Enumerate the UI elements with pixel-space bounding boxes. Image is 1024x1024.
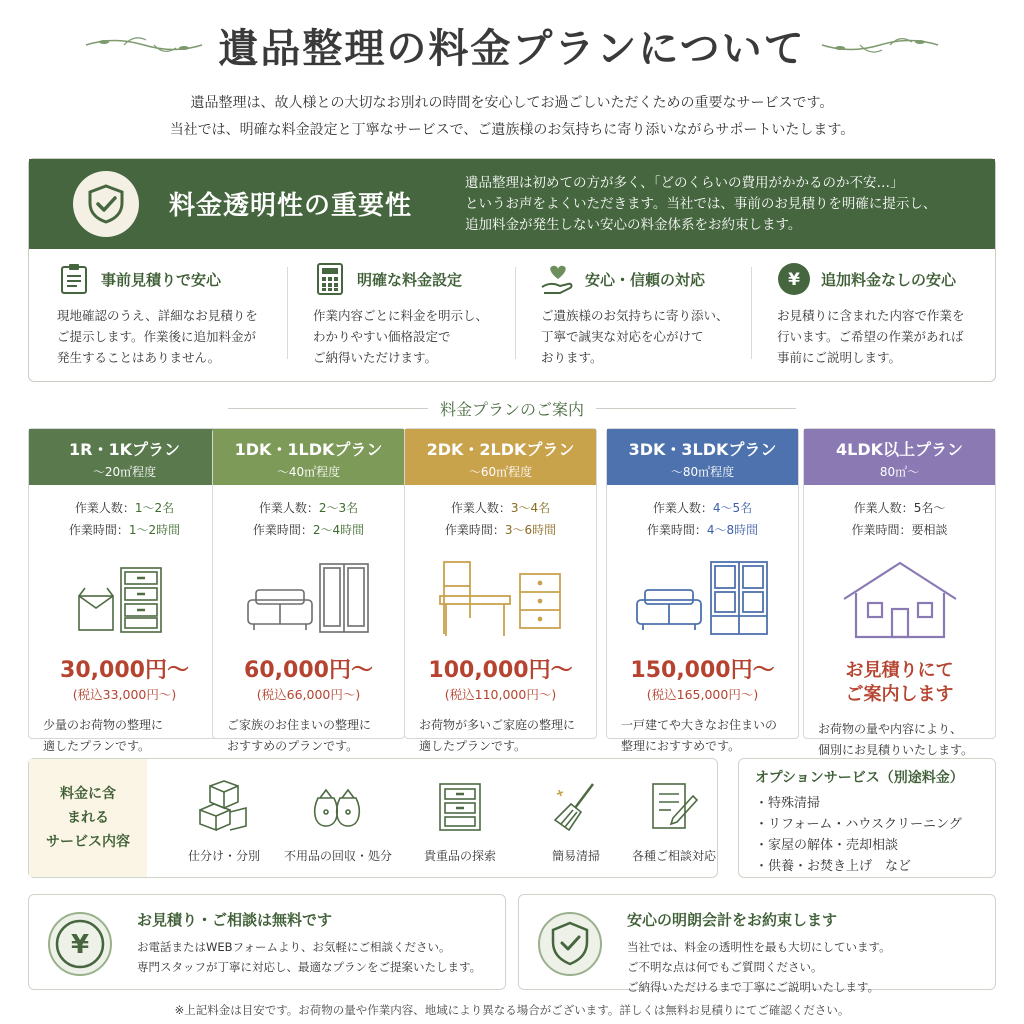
plan-card-1r[interactable] [28, 428, 221, 753]
table-chair-drawer-illustration-icon [405, 541, 596, 659]
plan-price-tax: (税込66,000円～) [256, 687, 361, 702]
shield-check-icon [73, 171, 139, 237]
calculator-icon [313, 262, 347, 296]
yen-icon [47, 911, 113, 981]
transparency-description: 遺品整理は初めての方が多く、「どのくらいの費用がかかるのか不安…」 というお声をよくいただきます。当社では、事前のお見積りを明確に提示し、 追加料金が発生しない安心の料金体系をお約束します。 [465, 175, 937, 233]
plan-price: 30,000円～ [60, 658, 189, 683]
service-disposal: 不用品の回収・処分 [283, 777, 393, 864]
transparency-panel [28, 158, 996, 382]
plans-heading: 料金プランのご案内 [0, 396, 1024, 420]
header [0, 14, 1024, 76]
plan-work-info: 作業人数：2～3名 作業時間：2～4時間 [252, 501, 365, 537]
yen-icon [777, 262, 811, 296]
divider [751, 267, 752, 359]
service-sorting: 仕分け・分別 [169, 777, 279, 864]
document-pen-icon [619, 777, 729, 837]
boxes-icon [169, 777, 279, 837]
plan-price-tax: (税込165,000円～) [646, 687, 759, 702]
option-list [755, 793, 962, 877]
intro-line: 遺品整理は、故人様との大切なお別れの時間を安心してお過ごしいただくための重要なサービスです。 [190, 95, 834, 111]
list-item: ・家屋の解体・売却相談 [755, 838, 899, 853]
included-services-label: 料金に含 まれる サービス内容 [29, 759, 147, 877]
heart-hand-icon [541, 262, 575, 296]
plan-card-4ldk[interactable] [803, 428, 996, 757]
plan-note: 少量のお荷物の整理に 適したプランです。 [43, 718, 164, 753]
broom-icon [521, 777, 631, 837]
feature-trust: 安心・信頼の対応 ご遺族様のお気持ちに寄り添い、 丁寧で誠実な対応を心がけて おります。 [541, 261, 779, 373]
house-illustration-icon [804, 541, 995, 659]
sofa-wardrobe-illustration-icon [213, 541, 404, 659]
right-flourish-icon [820, 32, 940, 58]
free-estimate-card[interactable]: ¥ お見積り・ご相談は無料です お電話またはWEBフォームより、お気軽にご相談ください。 専門スタッフが丁寧に対応し、最適なプランをご提案いたします。 [28, 894, 506, 990]
plan-price-tax: (税込33,000円～) [72, 687, 177, 702]
plan-card-3ldk[interactable] [606, 428, 799, 753]
service-consultation: 各種ご相談対応 [619, 777, 729, 864]
plan-price: 150,000円～ [630, 658, 775, 683]
plan-note: お荷物が多いご家庭の整理に 適したプランです。 [419, 718, 576, 753]
plan-header: 3DK・3LDKプラン ～80㎡程度 [607, 429, 798, 485]
plan-estimate-text: お見積りにて ご案内します [845, 660, 954, 705]
list-item: ・リフォーム・ハウスクリーニング [755, 817, 962, 832]
feature-clear-pricing: 明確な料金設定 作業内容ごとに料金を明示し、 わかりやすい価格設定で ご納得いただけます。 [313, 261, 551, 373]
left-flourish-icon [84, 32, 204, 58]
svg-text:¥: ¥ [788, 270, 800, 290]
service-cleaning: 簡易清掃 [521, 777, 631, 864]
plan-price-tax: (税込110,000円～) [444, 687, 557, 702]
plan-note: お荷物の量や内容により、 個別にお見積りいたします。 [818, 722, 974, 757]
plan-price: 100,000円～ [428, 658, 573, 683]
plan-work-info: 作業人数：3～4名 作業時間：3～6時間 [444, 501, 557, 537]
clear-accounting-card[interactable]: 安心の明朗会計をお約束します 当社では、料金の透明性を最も大切にしています。 ご不明な点は何でもご質問ください。 ご納得いただけるまで丁寧にご説明いたします。 [518, 894, 996, 990]
divider [515, 267, 516, 359]
plan-note: 一戸建てや大きなお住まいの 整理におすすめです。 [621, 718, 778, 753]
footnote: ※上記料金は目安です。お荷物の量や作業内容、地域により異なる場合がございます。詳しくは無料お見積りにてご確認ください。 [174, 1003, 850, 1017]
shield-check-icon [537, 911, 603, 981]
intro-line: 当社では、明確な料金設定と丁寧なサービスで、ご遺族様のお気持ちに寄り添いながらサポートいたします。 [169, 122, 855, 138]
plan-price: 60,000円～ [244, 658, 373, 683]
plan-header: 4LDK以上プラン 80㎡～ [804, 429, 995, 485]
plan-work-info: 作業人数：4～5名 作業時間：4～8時間 [646, 501, 759, 537]
page-title: 遺品整理の料金プランについて [218, 24, 806, 72]
transparency-title: 料金透明性の重要性 [169, 191, 413, 221]
service-valuables: 貴重品の探索 [405, 777, 515, 864]
plan-header: 1R・1Kプラン ～20㎡程度 [29, 429, 220, 485]
drawer-icon [405, 777, 515, 837]
included-services [28, 758, 718, 878]
transparency-header [29, 159, 995, 249]
plan-header: 1DK・1LDKプラン ～40㎡程度 [213, 429, 404, 485]
plan-work-info: 作業人数：1～2名 作業時間：1～2時間 [68, 501, 181, 537]
svg-text:¥: ¥ [70, 930, 90, 960]
feature-advance-estimate: 事前見積りで安心 現地確認のうえ、詳細なお見積りを ご提示します。作業後に追加料金が 発生することはありません。 [57, 261, 295, 373]
plan-card-1ldk[interactable] [212, 428, 405, 753]
list-item: ・特殊清掃 [755, 796, 821, 811]
option-services: オプションサービス（別途料金） ・特殊清掃 ・リフォーム・ハウスクリーニング ・家屋の解体・売却相談 ・供養・お焚き上げ など [738, 758, 996, 878]
list-item: ・供養・お焚き上げ など [755, 859, 912, 874]
plan-card-2ldk[interactable] [404, 428, 597, 753]
feature-no-extra-fee: ¥ 追加料金なしの安心 お見積りに含まれた内容で作業を 行います。ご希望の作業があれば 事前にご説明します。 [777, 261, 1015, 373]
boxes-drawer-illustration-icon [29, 541, 220, 659]
plan-note: ご家族のお住まいの整理に おすすめのプランです。 [227, 718, 372, 753]
plan-header: 2DK・2LDKプラン ～60㎡程度 [405, 429, 596, 485]
divider [287, 267, 288, 359]
garbage-bags-icon [283, 777, 393, 837]
plan-work-info: 作業人数：5名～ 作業時間：要相談 [851, 501, 948, 537]
sofa-cabinet-illustration-icon [607, 541, 798, 659]
clipboard-icon [57, 262, 91, 296]
